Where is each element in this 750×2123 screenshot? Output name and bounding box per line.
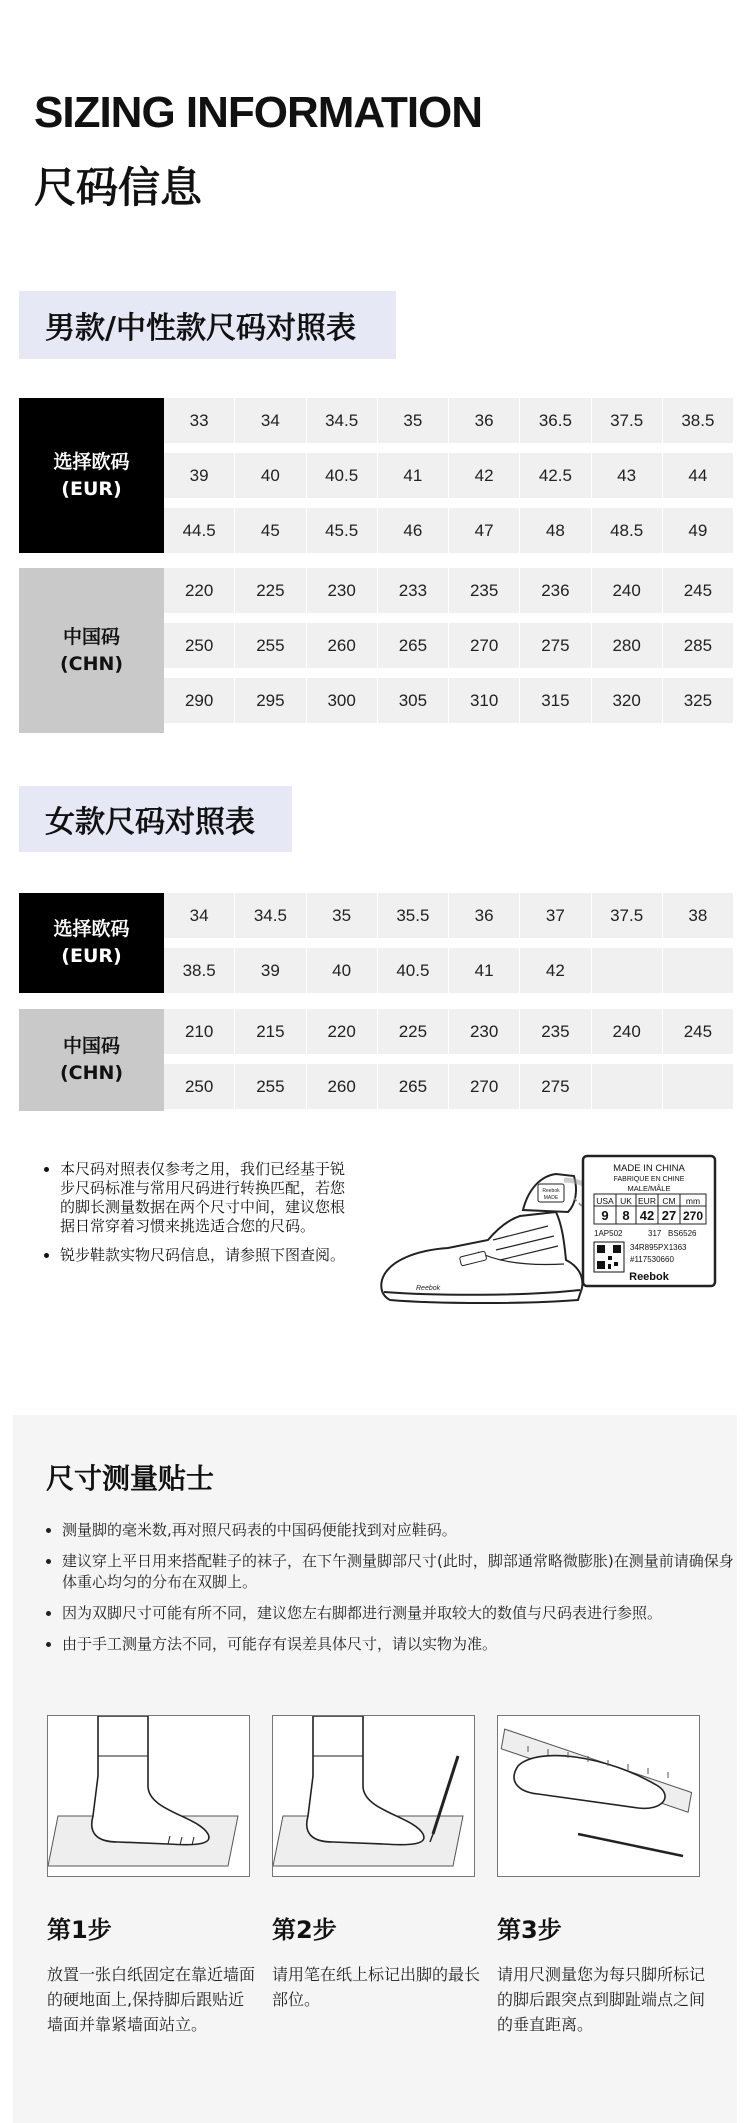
table-cell: 37.5 [591,893,662,938]
chn-label-cn: 中国码 [62,1035,120,1057]
table-cell: 45.5 [306,508,377,553]
eur-label [19,398,164,553]
table-cell: 34 [234,398,305,443]
table-cell: 265 [377,1064,448,1109]
label-size-value: 42 [639,1208,655,1223]
step-2-image [272,1715,475,1877]
men-table-title: 男款/中性款尺码对照表 [19,291,396,359]
chn-label [19,568,164,733]
table-cell: 40.5 [377,948,448,993]
table-cell: 233 [377,568,448,613]
table-cell: 36.5 [519,398,590,443]
men-size-table [19,398,733,733]
page-title-en: SIZING INFORMATION [34,88,483,137]
chn-label-en: (CHN) [59,1062,124,1084]
table-cell: 260 [306,623,377,668]
table-cell: 38.5 [164,948,234,993]
table-cell: 37 [519,893,590,938]
table-cell: 210 [164,1009,234,1054]
table-cell: 290 [164,678,234,723]
chn-label-cn: 中国码 [62,625,120,648]
table-cell: 36 [448,398,519,443]
eur-label [19,893,164,993]
table-cell: 285 [662,623,733,668]
label-code: 34R895PX1363 [630,1243,687,1252]
table-cell: 45 [234,508,305,553]
table-cell: 230 [448,1009,519,1054]
table-cell: 280 [591,623,662,668]
table-cell: 220 [306,1009,377,1054]
table-cell: 40 [234,453,305,498]
table-cell: 35.5 [377,893,448,938]
table-row [164,508,733,553]
table-cell: 300 [306,678,377,723]
table-cell: 275 [519,623,590,668]
label-code: #117530660 [630,1255,674,1264]
table-cell: 42 [448,453,519,498]
label-size-value: 27 [661,1208,677,1223]
tips-title: 尺寸测量贴士 [46,1462,215,1495]
table-cell [591,948,662,993]
table-cell: 34 [164,893,234,938]
table-cell: 44.5 [164,508,234,553]
table-cell: 38.5 [662,398,733,443]
table-cell: 39 [164,453,234,498]
table-cell: 215 [234,1009,305,1054]
table-cell: 48.5 [591,508,662,553]
table-cell: 265 [377,623,448,668]
step-2-title: 第2步 [272,1916,337,1944]
men-chn-group [19,568,733,733]
women-eur-group [19,893,733,993]
table-cell: 270 [448,623,519,668]
chn-label-en: (CHN) [59,652,124,675]
tongue-brand-text: Reebok [542,1188,560,1194]
table-cell: 41 [377,453,448,498]
table-cell: 38 [662,893,733,938]
table-cell [662,948,733,993]
table-cell [662,1064,733,1109]
foot-with-pen-icon [273,1716,474,1876]
tongue-made-text: MADE [543,1195,559,1201]
eur-label-cn: 选择欧码 [53,918,130,940]
shoe-side-brand-text: Reebok [416,1285,441,1292]
table-cell: 37.5 [591,398,662,443]
table-cell: 47 [448,508,519,553]
table-cell: 49 [662,508,733,553]
table-cell: 235 [448,568,519,613]
table-cell: 255 [234,623,305,668]
label-size-header: USA [596,1196,614,1206]
table-cell: 325 [662,678,733,723]
chn-label [19,1009,164,1111]
note-item: • 锐步鞋款实物尺码信息，请参照下图查阅。 [60,1246,350,1265]
table-cell: 315 [519,678,590,723]
table-cell: 250 [164,1064,234,1109]
men-eur-group [19,398,733,553]
label-gender: MALE/MÂLE [627,1184,671,1193]
ruler-measure-icon [498,1716,699,1876]
label-size-value: 270 [682,1209,704,1223]
table-cell: 275 [519,1064,590,1109]
table-cell: 270 [448,1064,519,1109]
label-size-header: mm [685,1196,701,1206]
step-1-text: 放置一张白纸固定在靠近墙面的硬地面上,保持脚后跟贴近墙面并靠紧墙面站立。 [47,1965,256,2034]
table-cell: 34.5 [234,893,305,938]
table-cell: 230 [306,568,377,613]
table-cell [591,1064,662,1109]
eur-label-cn: 选择欧码 [53,450,130,473]
label-code: 1AP502 [594,1229,623,1238]
label-size-header: CM [662,1196,676,1206]
step-3-image [497,1715,700,1877]
table-cell: 40 [306,948,377,993]
tip-item: • 建议穿上平日用来搭配鞋子的袜子，在下午测量脚部尺寸(此时，脚部通常略微膨胀)在测量前请确保身体重心均匀的分布在双脚上。 [62,1551,744,1593]
table-cell: 240 [591,568,662,613]
table-cell: 320 [591,678,662,723]
sizing-notes [40,1160,350,1275]
table-cell: 42 [519,948,590,993]
table-cell: 42.5 [519,453,590,498]
table-row [164,568,733,613]
women-table-title: 女款尺码对照表 [19,786,292,852]
table-cell: 236 [519,568,590,613]
table-cell: 235 [519,1009,590,1054]
table-cell: 255 [234,1064,305,1109]
page-title-cn: 尺码信息 [34,163,203,212]
note-item: • 本尺码对照表仅参考之用，我们已经基于锐步尺码标准与常用尺码进行转换匹配，若您的脚长测量数据在两个尺寸中间，建议您根据日常穿着习惯来挑选适合您的尺码。 [60,1160,350,1236]
table-row [164,453,733,498]
step-2-text: 请用笔在纸上标记出脚的最长部位。 [272,1965,481,2009]
table-cell: 35 [377,398,448,443]
qr-code-icon [594,1242,624,1272]
table-cell: 260 [306,1064,377,1109]
label-brand: Reebok [629,1271,669,1283]
table-cell: 295 [234,678,305,723]
label-size-header: EUR [638,1196,656,1206]
table-cell: 43 [591,453,662,498]
table-row [164,1009,733,1054]
women-chn-group [19,1009,733,1111]
label-size-header: UK [620,1196,632,1206]
table-row [164,1064,733,1109]
women-size-table [19,893,733,1111]
label-code: BS6526 [668,1229,697,1238]
table-cell: 34.5 [306,398,377,443]
step-3-text: 请用尺测量您为每只脚所标记的脚后跟突点到脚趾端点之间的垂直距离。 [497,1965,706,2034]
table-cell: 35 [306,893,377,938]
label-fabrique: FABRIQUE EN CHINE [613,1176,685,1183]
table-cell: 220 [164,568,234,613]
eur-label-en: (EUR) [61,477,122,500]
table-cell: 46 [377,508,448,553]
size-label-card [583,1156,715,1286]
table-cell: 48 [519,508,590,553]
tip-item: • 测量脚的毫米数,再对照尺码表的中国码便能找到对应鞋码。 [62,1520,744,1541]
label-code: 317 [648,1229,662,1238]
table-cell: 225 [377,1009,448,1054]
step-1-image [47,1715,250,1877]
table-row [164,893,733,938]
table-cell: 245 [662,568,733,613]
table-cell: 225 [234,568,305,613]
table-row [164,623,733,668]
sneaker-icon [381,1174,582,1303]
table-cell: 39 [234,948,305,993]
table-cell: 305 [377,678,448,723]
tip-item: • 因为双脚尺寸可能有所不同，建议您左右脚都进行测量并取较大的数值与尺码表进行参照。 [62,1603,744,1624]
foot-on-paper-icon [48,1716,249,1876]
table-row [164,948,733,993]
label-size-value: 8 [622,1208,630,1223]
table-cell: 36 [448,893,519,938]
table-row [164,398,733,443]
table-cell: 245 [662,1009,733,1054]
table-cell: 44 [662,453,733,498]
label-size-value: 9 [601,1208,609,1223]
step-3-title: 第3步 [497,1916,562,1944]
table-cell: 310 [448,678,519,723]
eur-label-en: (EUR) [61,945,122,967]
table-cell: 40.5 [306,453,377,498]
table-cell: 33 [164,398,234,443]
tip-item: • 由于手工测量方法不同，可能存有误差具体尺寸，请以实物为准。 [62,1634,744,1655]
table-cell: 240 [591,1009,662,1054]
table-row [164,678,733,723]
tips-list [44,1520,744,1665]
step-1-title: 第1步 [47,1916,112,1944]
table-cell: 41 [448,948,519,993]
shoe-label-illustration [378,1150,718,1330]
label-made-in: MADE IN CHINA [613,1163,685,1174]
table-cell: 250 [164,623,234,668]
